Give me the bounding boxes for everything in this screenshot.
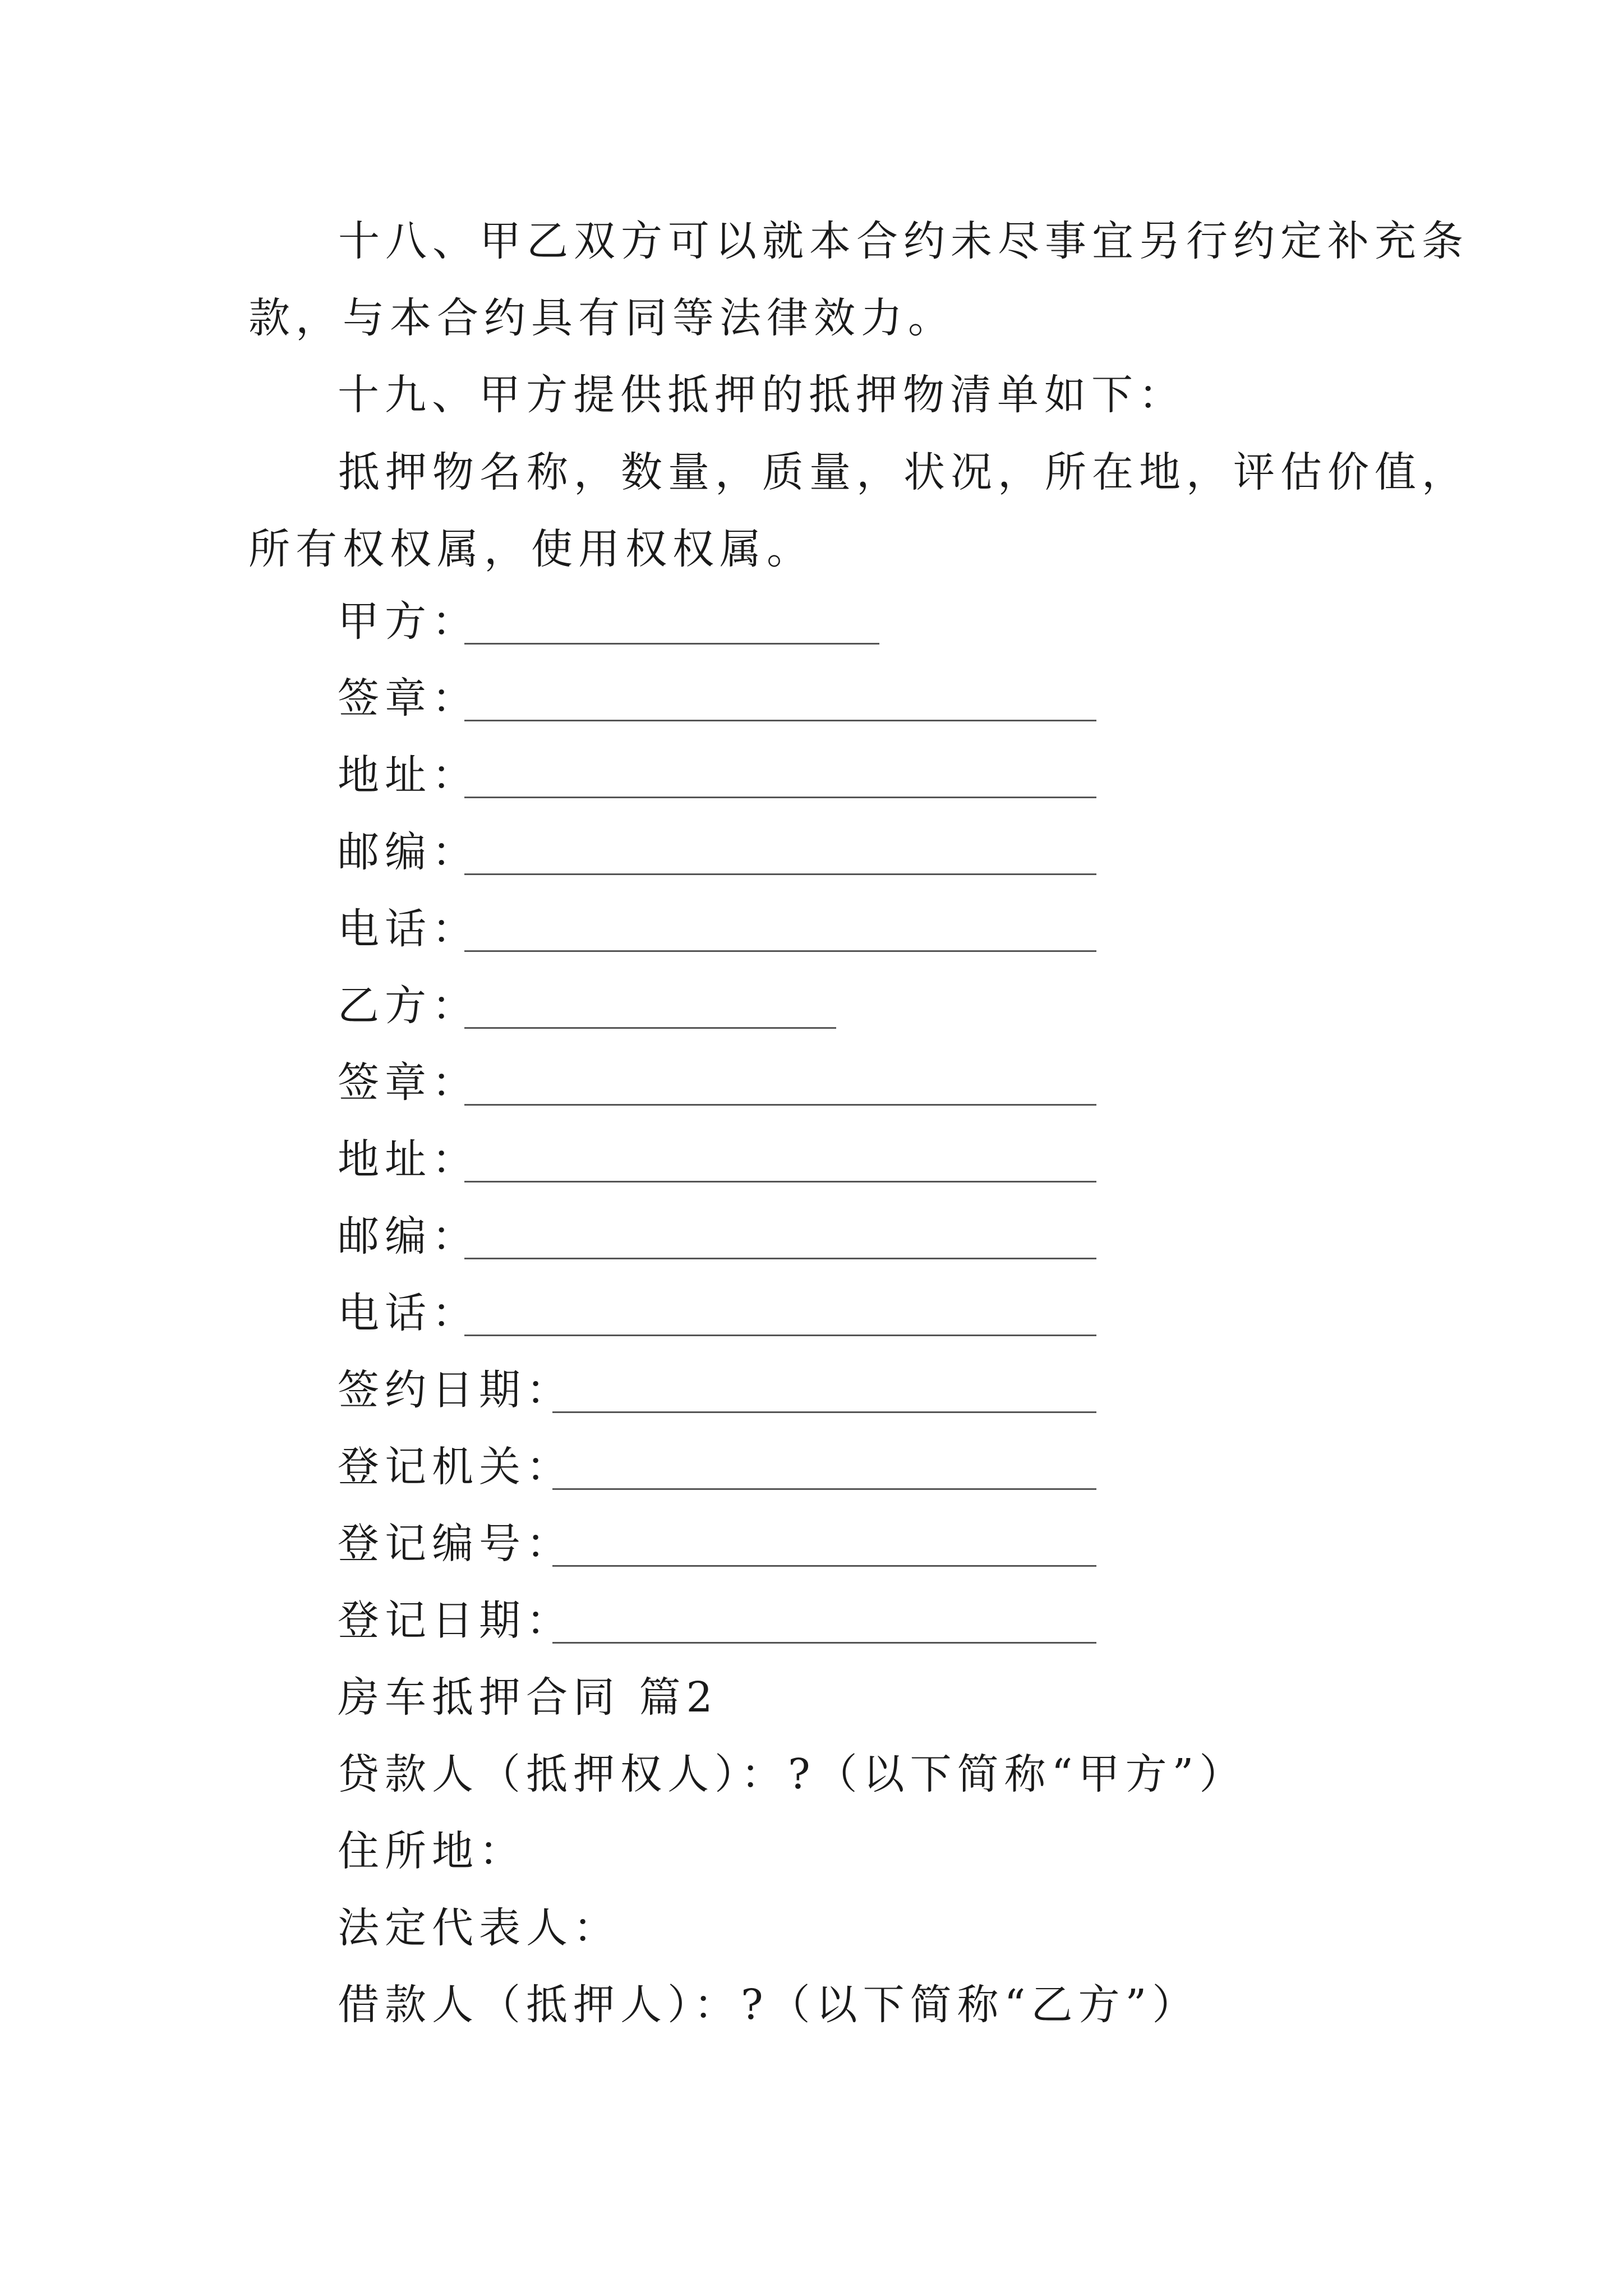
collateral-list xyxy=(248,434,1469,588)
party-a-phone-label: 电话： xyxy=(338,905,479,953)
party-b-phone-blank[interactable] xyxy=(464,1335,1096,1336)
borrower-line: 借款人（抵押人）：?（以下简称“乙方”） xyxy=(338,1981,1200,2029)
collateral-list-line-2: 所有权权属，使用权权属。 xyxy=(248,525,814,573)
clause-18-line-2: 款，与本合约具有同等法律效力。 xyxy=(248,294,955,342)
section-2-title: 房车抵押合同 篇2 xyxy=(338,1673,718,1722)
registration-authority-label: 登记机关： xyxy=(338,1443,573,1491)
party-b-name-blank[interactable] xyxy=(464,1027,836,1029)
registration-number-label: 登记编号： xyxy=(338,1520,573,1568)
party-a-postcode-label: 邮编： xyxy=(338,828,479,876)
clause-19: 十九、甲方提供抵押的抵押物清单如下： xyxy=(338,371,1186,419)
residence-line: 住所地： xyxy=(338,1827,526,1875)
registration-number-blank[interactable] xyxy=(552,1565,1096,1567)
clause-18 xyxy=(248,203,1469,357)
registration-date-blank[interactable] xyxy=(552,1642,1096,1644)
party-a-seal-label: 签章： xyxy=(338,674,479,723)
party-b-address-label: 地址： xyxy=(338,1135,479,1184)
party-a-phone-blank[interactable] xyxy=(464,950,1096,952)
sign-date-label: 签约日期： xyxy=(338,1366,573,1414)
clause-18-line-1: 十八、甲乙双方可以就本合约未尽事宜另行约定补充条 xyxy=(338,217,1469,265)
legal-representative-line: 法定代表人： xyxy=(338,1904,620,1952)
registration-authority-blank[interactable] xyxy=(552,1488,1096,1490)
party-b-seal-label: 签章： xyxy=(338,1059,479,1107)
sign-date-blank[interactable] xyxy=(552,1411,1096,1413)
party-b-address-blank[interactable] xyxy=(464,1181,1096,1182)
party-b-postcode-blank[interactable] xyxy=(464,1258,1096,1259)
party-b-postcode-label: 邮编： xyxy=(338,1212,479,1260)
collateral-list-line-1: 抵押物名称，数量，质量，状况，所在地，评估价值， xyxy=(338,448,1469,496)
party-a-address-blank[interactable] xyxy=(464,797,1096,798)
registration-date-label: 登记日期： xyxy=(338,1596,573,1645)
party-b-name-label: 乙方： xyxy=(338,982,479,1030)
party-a-name-label: 甲方： xyxy=(338,597,479,646)
party-a-seal-blank[interactable] xyxy=(464,720,1096,721)
party-b-seal-blank[interactable] xyxy=(464,1104,1096,1106)
lender-line: 贷款人（抵押权人）：?（以下简称“甲方”） xyxy=(338,1750,1247,1798)
party-a-address-label: 地址： xyxy=(338,751,479,799)
party-b-phone-label: 电话： xyxy=(338,1289,479,1337)
party-a-postcode-blank[interactable] xyxy=(464,873,1096,875)
party-a-name-blank[interactable] xyxy=(464,643,879,645)
